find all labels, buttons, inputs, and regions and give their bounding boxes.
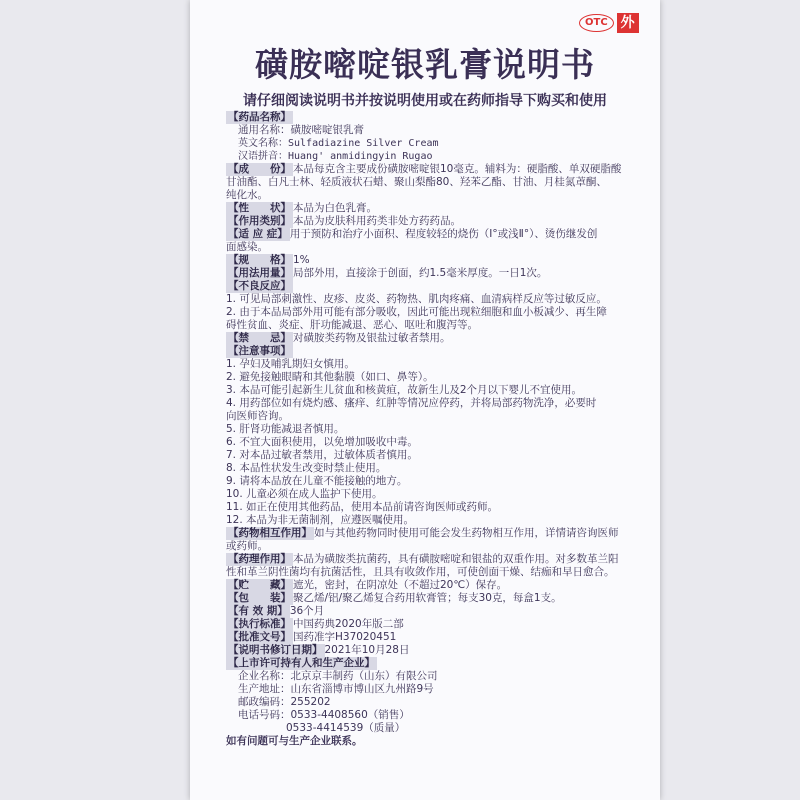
adverse-item: 1. 可见局部刺激性、皮疹、皮炎、药物热、肌肉疼痛、血清病样反应等过敏反应。: [226, 293, 607, 305]
production-address: 生产地址：山东省淄博市博山区九州路9号: [238, 683, 434, 695]
section-validity: 【有 效 期】: [228, 605, 288, 617]
section-ingredients: 【成 份】: [228, 163, 291, 175]
section-precautions: 【注意事项】: [228, 345, 291, 357]
section-pharmacology: 【药理作用】: [228, 553, 291, 565]
section-indication: 【适 应 症】: [228, 228, 288, 240]
section-adverse: 【不良反应】: [228, 280, 291, 292]
ingredients-line: 纯化水。: [226, 189, 268, 201]
english-name: 英文名称：Sulfadiazine Silver Cream: [238, 138, 439, 149]
section-mah: 【上市许可持有人和生产企业】: [228, 657, 375, 669]
interactions-line: 如与其他药物同时使用可能会发生药物相互作用，详情请咨询医师: [314, 527, 619, 539]
phone-sales: 电话号码：0533-4408560（销售）: [238, 709, 410, 721]
section-approval: 【批准文号】: [228, 631, 291, 643]
package-text: 聚乙烯/铝/聚乙烯复合药用软膏管；每支30克，每盒1支。: [293, 592, 562, 604]
precaution-item: 1. 孕妇及哺乳期妇女慎用。: [226, 358, 355, 370]
contact-note: 如有问题可与生产企业联系。: [226, 735, 363, 747]
otc-mark: OTC: [579, 14, 614, 32]
phone-quality: 0533-4414539（质量）: [286, 722, 406, 734]
section-revision-date: 【说明书修订日期】: [228, 644, 323, 656]
section-interactions: 【药物相互作用】: [228, 527, 312, 539]
precaution-item: 6. 不宜大面积使用，以免增加吸收中毒。: [226, 436, 418, 448]
precaution-item: 5. 肝肾功能减退者慎用。: [226, 423, 345, 435]
page-title: 磺胺嘧啶银乳膏说明书: [255, 45, 595, 84]
precaution-item: 4. 用药部位如有烧灼感、瘙痒、红肿等情况应停药，并将局部药物洗净，必要时: [226, 397, 597, 409]
ingredients-line: 本品每克含主要成份磺胺嘧啶银10毫克。辅料为：硬脂酸、单双硬脂酸: [293, 163, 622, 175]
section-category: 【作用类别】: [228, 215, 291, 227]
precaution-item: 3. 本品可能引起新生儿贫血和核黄疸，故新生儿及2个月以下婴儿不宜使用。: [226, 384, 583, 396]
precaution-item: 2. 避免接触眼睛和其他黏膜（如口、鼻等）。: [226, 371, 434, 383]
section-appearance: 【性 状】: [228, 202, 291, 214]
category-text: 本品为皮肤科用药类非处方药药品。: [293, 215, 461, 227]
pharmacology-line: 性和革兰阴性菌均有抗菌活性，且具有收敛作用，可使创面干燥、结痂和早日愈合。: [226, 566, 615, 578]
section-spec: 【规 格】: [228, 254, 291, 266]
company-name: 企业名称：北京京丰制药（山东）有限公司: [238, 670, 438, 682]
contraindication-text: 对磺胺类药物及银盐过敏者禁用。: [293, 332, 451, 344]
precaution-item: 9. 请将本品放在儿童不能接触的地方。: [226, 475, 408, 487]
otc-badge: [579, 13, 639, 33]
standard-text: 中国药典2020年版二部: [293, 618, 404, 630]
interactions-line: 或药师。: [226, 540, 268, 552]
precaution-item: 10. 儿童必须在成人监护下使用。: [226, 488, 383, 500]
leaflet-sheet: [190, 0, 660, 800]
external-use-mark: 外: [617, 13, 639, 33]
precaution-item: 7. 对本品过敏者禁用，过敏体质者慎用。: [226, 449, 418, 461]
section-contraindication: 【禁 忌】: [228, 332, 291, 344]
leaflet-content: [226, 111, 648, 748]
precaution-item: 12. 本品为非无菌制剂，应遵医嘱使用。: [226, 514, 415, 526]
ingredients-line: 甘油酯、白凡士林、轻质液状石蜡、聚山梨酯80、羟苯乙酯、甘油、月桂氮䓬酮、: [226, 176, 607, 188]
precaution-item: 11. 如正在使用其他药品，使用本品前请咨询医师或药师。: [226, 501, 499, 513]
indication-line: 用于预防和治疗小面积、程度较轻的烧伤（Ⅰ°或浅Ⅱ°）、烫伤继发创: [289, 228, 598, 240]
page-subtitle: 请仔细阅读说明书并按说明使用或在药师指导下购买和使用: [243, 93, 607, 109]
revision-date-text: 2021年10月28日: [324, 644, 410, 656]
indication-line: 面感染。: [226, 241, 268, 253]
postcode: 邮政编码：255202: [238, 696, 331, 708]
storage-text: 遮光，密封，在阴凉处（不超过20℃）保存。: [293, 579, 508, 591]
section-standard: 【执行标准】: [228, 618, 291, 630]
section-usage: 【用法用量】: [228, 267, 291, 279]
usage-text: 局部外用，直接涂于创面，约1.5毫米厚度。一日1次。: [293, 267, 548, 279]
appearance-text: 本品为白色乳膏。: [293, 202, 377, 214]
validity-text: 36个月: [289, 605, 325, 617]
section-package: 【包 装】: [228, 592, 291, 604]
pharmacology-line: 本品为磺胺类抗菌药，具有磺胺嘧啶和银盐的双重作用。对多数革兰阳: [293, 553, 619, 565]
section-storage: 【贮 藏】: [228, 579, 291, 591]
precaution-item: 向医师咨询。: [226, 410, 289, 422]
precaution-item: 8. 本品性状发生改变时禁止使用。: [226, 462, 387, 474]
adverse-item: 碍性贫血、炎症、肝功能减退、恶心、呕吐和腹泻等。: [226, 319, 478, 331]
generic-name: 通用名称：磺胺嘧啶银乳膏: [238, 124, 364, 136]
pinyin-name: 汉语拼音：Huang' anmidingyin Rugao: [238, 151, 433, 162]
approval-text: 国药准字H37020451: [293, 631, 397, 643]
section-drug-name: 【药品名称】: [228, 111, 291, 123]
spec-text: 1%: [293, 254, 310, 266]
adverse-item: 2. 由于本品局部外用可能有部分吸收，因此可能出现粒细胞和血小板减少、再生障: [226, 306, 607, 318]
